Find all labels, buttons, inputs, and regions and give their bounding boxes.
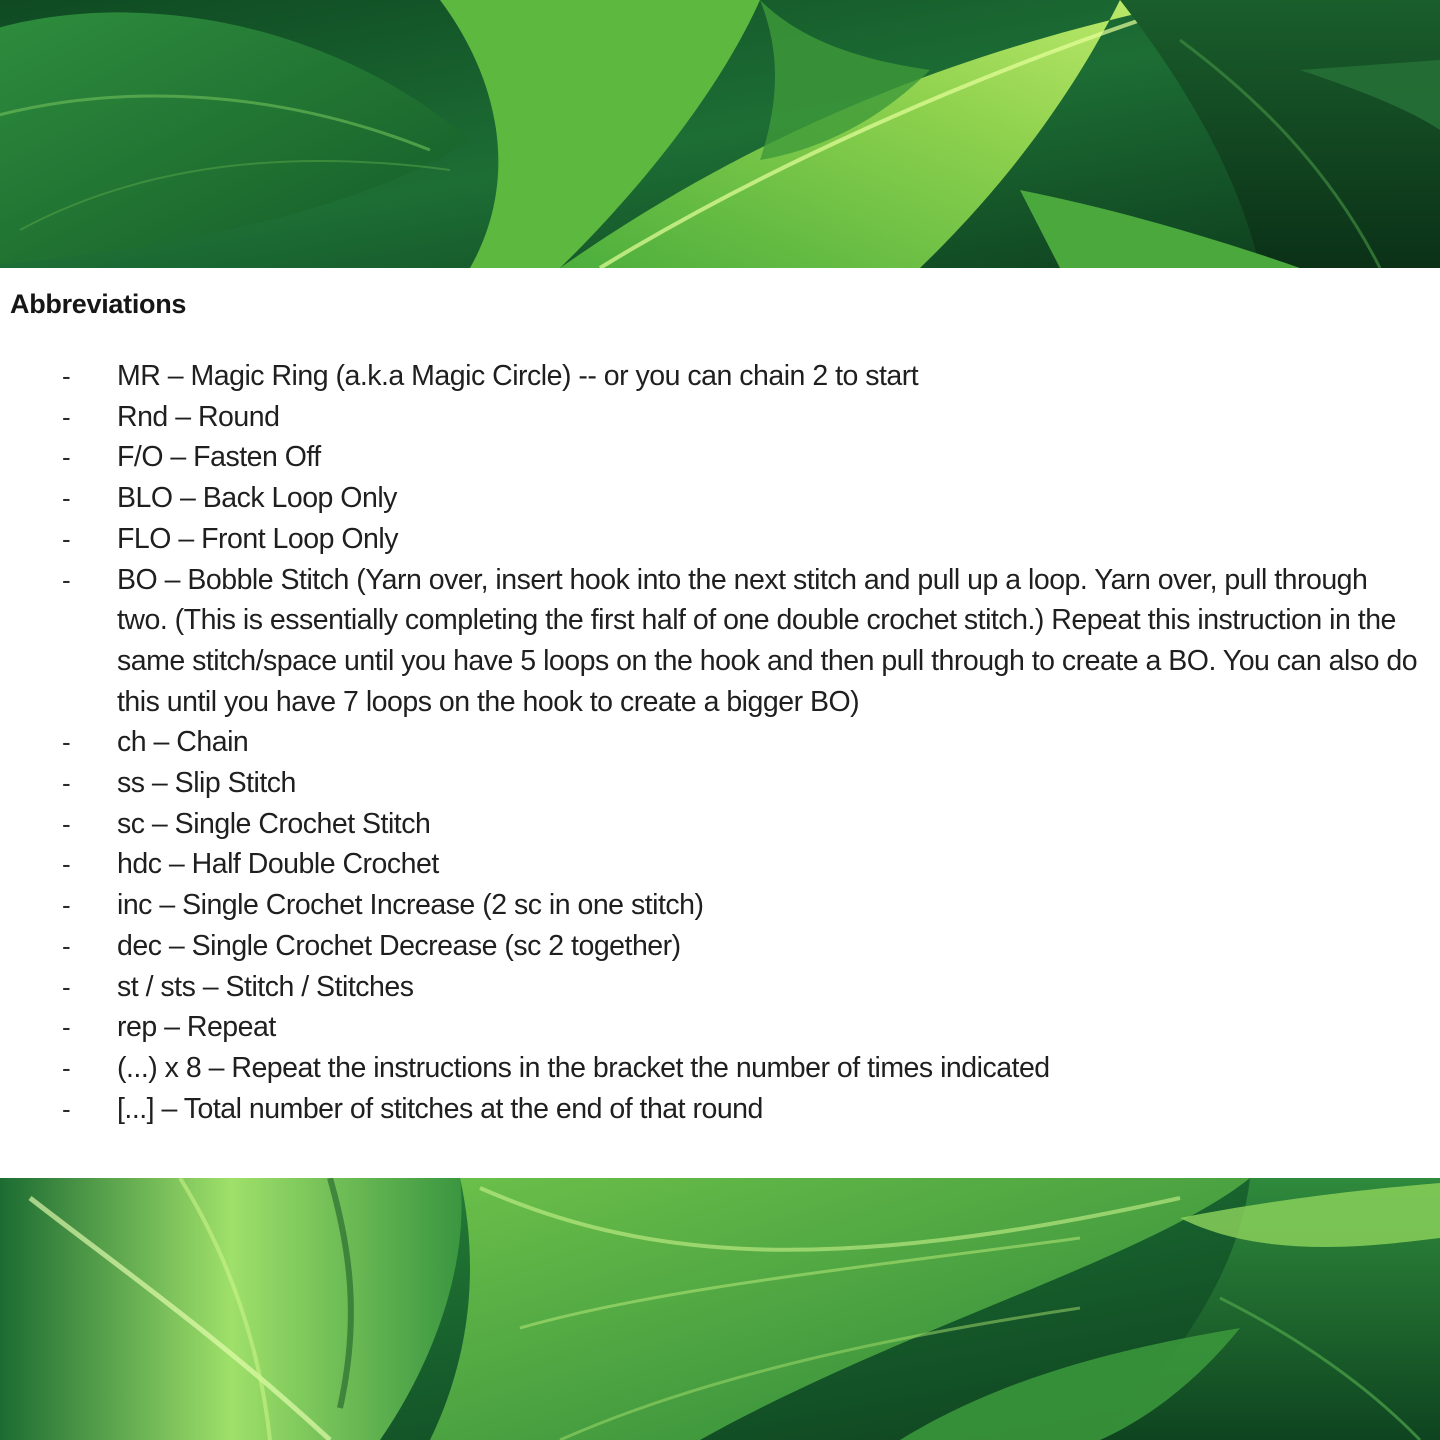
list-item (0, 1089, 1430, 1130)
list-bullet: - (62, 564, 71, 595)
abbreviation-text: inc – Single Crochet Increase (2 sc in one stitch) (117, 889, 704, 922)
abbreviation-text: dec – Single Crochet Decrease (sc 2 together) (117, 929, 681, 962)
list-bullet: - (62, 1052, 71, 1083)
abbreviation-text: BO – Bobble Stitch (Yarn over, insert hook into the next stitch and pull up a loop. Yarn over, pull through two. (This is essentially completing the first half of one double crochet stitch.) Repeat this instruction in the same stitch/space until you have 5 loops on the hook and then pull through to create a BO. You can also do this until you have 7 loops on the hook to create a bigger BO) (117, 563, 1418, 718)
list-item (0, 1007, 1430, 1048)
list-bullet: - (62, 808, 71, 839)
abbreviations-panel (0, 268, 1440, 1178)
list-bullet: - (62, 768, 71, 799)
list-bullet: - (62, 849, 71, 880)
abbreviation-text: F/O – Fasten Off (117, 441, 321, 474)
abbreviation-text: Rnd – Round (117, 400, 280, 433)
list-bullet: - (62, 361, 71, 391)
list-item (0, 763, 1430, 804)
list-item (0, 397, 1430, 438)
abbreviation-text: st / sts – Stitch / Stitches (117, 970, 414, 1003)
section-heading: Abbreviations (10, 289, 187, 319)
list-bullet: - (62, 401, 71, 432)
list-item (0, 560, 1430, 723)
leaf-photo-top (0, 0, 1440, 268)
list-item (0, 356, 1430, 397)
abbreviation-text: ss – Slip Stitch (117, 767, 296, 800)
list-bullet: - (62, 971, 71, 1002)
list-bullet: - (62, 890, 71, 921)
list-item (0, 885, 1430, 926)
list-bullet: - (62, 442, 71, 473)
list-item (0, 722, 1430, 763)
list-item (0, 844, 1430, 885)
list-item (0, 519, 1430, 560)
abbreviation-list (0, 356, 1430, 1129)
abbreviation-text: (...) x 8 – Repeat the instructions in the bracket the number of times indicated (117, 1051, 1050, 1084)
abbreviation-text: BLO – Back Loop Only (117, 482, 397, 515)
list-item (0, 437, 1430, 478)
leaf-illustration-top (0, 0, 1440, 268)
abbreviation-text: rep – Repeat (117, 1011, 276, 1044)
abbreviation-text: MR – Magic Ring (a.k.a Magic Circle) -- or you can chain 2 to start (117, 360, 919, 392)
list-item (0, 926, 1430, 967)
list-bullet: - (62, 1012, 71, 1043)
list-bullet: - (62, 523, 71, 554)
abbreviation-text: sc – Single Crochet Stitch (117, 807, 431, 840)
list-item (0, 1048, 1430, 1089)
list-item (0, 478, 1430, 519)
abbreviation-text: [...] – Total number of stitches at the end of that round (117, 1092, 763, 1125)
list-bullet: - (62, 1093, 71, 1124)
list-item (0, 967, 1430, 1008)
leaf-photo-bottom (0, 1178, 1440, 1440)
leaf-illustration-bottom (0, 1178, 1440, 1440)
abbreviation-text: hdc – Half Double Crochet (117, 848, 439, 881)
abbreviation-text: FLO – Front Loop Only (117, 522, 398, 555)
list-bullet: - (62, 727, 71, 758)
abbreviation-text: ch – Chain (117, 726, 249, 759)
list-item (0, 804, 1430, 845)
list-bullet: - (62, 483, 71, 514)
list-bullet: - (62, 930, 71, 961)
